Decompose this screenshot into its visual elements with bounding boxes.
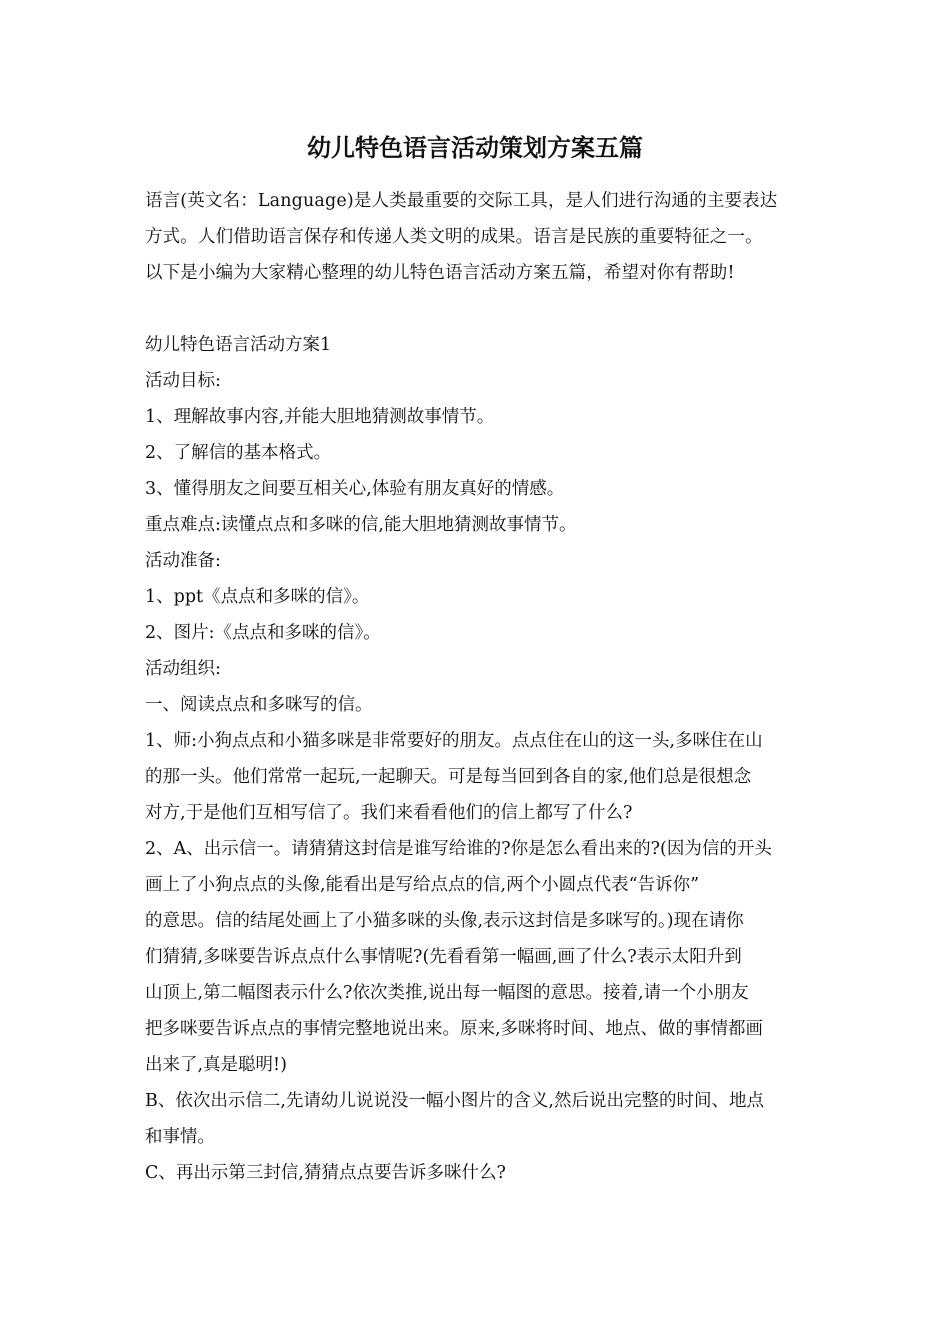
paragraph-line: 1、师:小狗点点和小猫多咪是非常要好的朋友。点点住在山的这一头,多咪住在山	[145, 731, 763, 751]
paragraph-line: 们猜猜,多咪要告诉点点什么事情呢?(先看看第一幅画,画了什么?表示太阳升到	[145, 947, 742, 967]
preparation-item: 2、图片:《点点和多咪的信》。	[145, 623, 381, 643]
subheading-preparation: 活动准备:	[145, 551, 221, 571]
paragraph-line: 和事情。	[145, 1127, 215, 1147]
paragraph-line: 的意思。信的结尾处画上了小猫多咪的头像,表示这封信是多咪写的。)现在请你	[145, 911, 744, 931]
key-difficulty: 重点难点:读懂点点和多咪的信,能大胆地猜测故事情节。	[145, 515, 577, 535]
document-body	[145, 327, 825, 1191]
intro-paragraph	[145, 183, 825, 291]
paragraph-line: 对方,于是他们互相写信了。我们来看看他们的信上都写了什么?	[145, 803, 633, 823]
paragraph-line: C、再出示第三封信,猜猜点点要告诉多咪什么?	[145, 1163, 506, 1183]
section-heading: 幼儿特色语言活动方案1	[145, 335, 332, 355]
paragraph-line: 出来了,真是聪明!)	[145, 1055, 287, 1075]
paragraph-line: 画上了小狗点点的头像,能看出是写给点点的信,两个小圆点代表“告诉你”	[145, 875, 700, 895]
intro-line: 方式。人们借助语言保存和传递人类文明的成果。语言是民族的重要特征之一。	[145, 227, 763, 247]
paragraph-line: B、依次出示信二,先请幼儿说说没一幅小图片的含义,然后说出完整的时间、地点	[145, 1091, 764, 1111]
goal-item: 1、理解故事内容,并能大胆地猜测故事情节。	[145, 407, 495, 427]
paragraph-line: 2、A、出示信一。请猜猜这封信是谁写给谁的?你是怎么看出来的?(因为信的开头	[145, 839, 772, 859]
intro-line: 以下是小编为大家精心整理的幼儿特色语言活动方案五篇，希望对你有帮助!	[145, 263, 735, 283]
step-heading: 一、阅读点点和多咪写的信。	[145, 695, 373, 715]
document-title: 幼儿特色语言活动策划方案五篇	[307, 133, 643, 162]
subheading-goals: 活动目标:	[145, 371, 221, 391]
paragraph-line: 山顶上,第二幅图表示什么?依次类推,说出每一幅图的意思。接着,请一个小朋友	[145, 983, 749, 1003]
paragraph-line: 的那一头。他们常常一起玩,一起聊天。可是每当回到各自的家,他们总是很想念	[145, 767, 752, 787]
preparation-item: 1、ppt《点点和多咪的信》。	[145, 587, 370, 607]
goal-item: 2、了解信的基本格式。	[145, 443, 332, 463]
subheading-organization: 活动组织:	[145, 659, 221, 679]
goal-item: 3、懂得朋友之间要互相关心,体验有朋友真好的情感。	[145, 479, 565, 499]
intro-line: 语言(英文名：Language)是人类最重要的交际工具，是人们进行沟通的主要表达	[145, 191, 778, 211]
paragraph-line: 把多咪要告诉点点的事情完整地说出来。原来,多咪将时间、地点、做的事情都画	[145, 1019, 764, 1039]
